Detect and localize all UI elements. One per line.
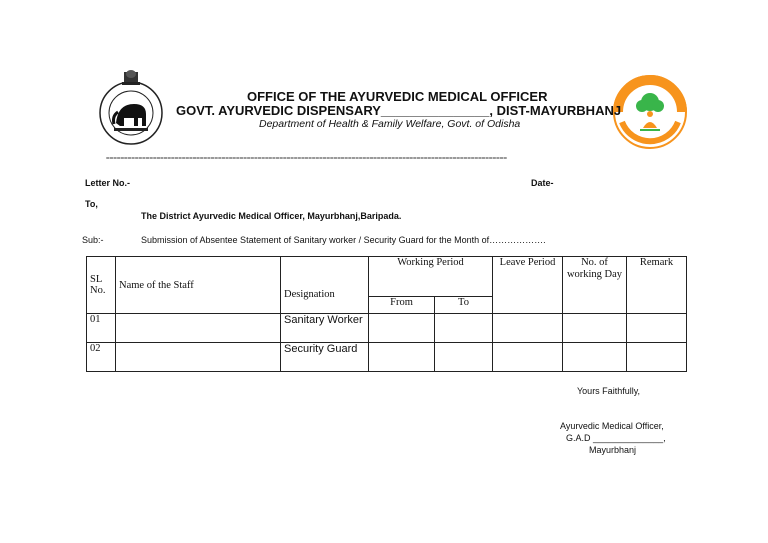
- row-to[interactable]: [435, 314, 493, 343]
- row-from[interactable]: [369, 314, 435, 343]
- row-designation: Sanitary Worker: [281, 314, 369, 343]
- header-to: To: [435, 297, 493, 314]
- header-separator: ===============================================================================================================: [106, 155, 507, 162]
- header-working-days: No. of working Day: [563, 257, 627, 314]
- to-label: To,: [85, 199, 98, 209]
- header-remark: Remark: [627, 257, 687, 314]
- letter-no-label: Letter No.-: [85, 178, 130, 188]
- addressee: The District Ayurvedic Medical Officer, Mayurbhanj,Baripada.: [141, 211, 402, 221]
- row-leave[interactable]: [493, 314, 563, 343]
- absentee-table: [86, 256, 687, 372]
- place: Mayurbhanj: [589, 445, 637, 455]
- row-leave[interactable]: [493, 343, 563, 372]
- row-remark[interactable]: [627, 314, 687, 343]
- row-days[interactable]: [563, 343, 627, 372]
- office-title: OFFICE OF THE AYURVEDIC MEDICAL OFFICER: [247, 89, 548, 104]
- row-name[interactable]: [116, 343, 281, 372]
- date-label: Date-: [531, 178, 554, 188]
- dispensary-line: GOVT. AYURVEDIC DISPENSARY_______________, DIST-MAYURBHANJ: [176, 103, 622, 118]
- row-days[interactable]: [563, 314, 627, 343]
- table-row: [87, 343, 687, 372]
- department-line: Department of Health & Family Welfare, Govt. of Odisha: [259, 118, 521, 130]
- header-sl: SL No.: [87, 257, 116, 314]
- header-leave-period: Leave Period: [493, 257, 563, 314]
- row-from[interactable]: [369, 343, 435, 372]
- header-designation: Designation: [281, 257, 369, 314]
- national-ayush-mission-logo: [612, 74, 688, 150]
- row-designation: Security Guard: [281, 343, 369, 372]
- subject-text: Submission of Absentee Statement of Sanitary worker / Security Guard for the Month of……………….: [141, 235, 546, 245]
- odisha-emblem-logo: [96, 68, 166, 148]
- gad-line: G.A.D ______________,: [566, 433, 666, 443]
- header-from: From: [369, 297, 435, 314]
- row-sl: 01: [87, 314, 116, 343]
- table-row: [87, 314, 687, 343]
- row-to[interactable]: [435, 343, 493, 372]
- row-name[interactable]: [116, 314, 281, 343]
- signatory-title: Ayurvedic Medical Officer,: [560, 421, 664, 431]
- row-sl: 02: [87, 343, 116, 372]
- header-working-period: Working Period: [369, 257, 493, 297]
- subject-label: Sub:-: [82, 235, 104, 245]
- row-remark[interactable]: [627, 343, 687, 372]
- header-name: Name of the Staff: [116, 257, 281, 314]
- yours-faithfully: Yours Faithfully,: [577, 386, 641, 396]
